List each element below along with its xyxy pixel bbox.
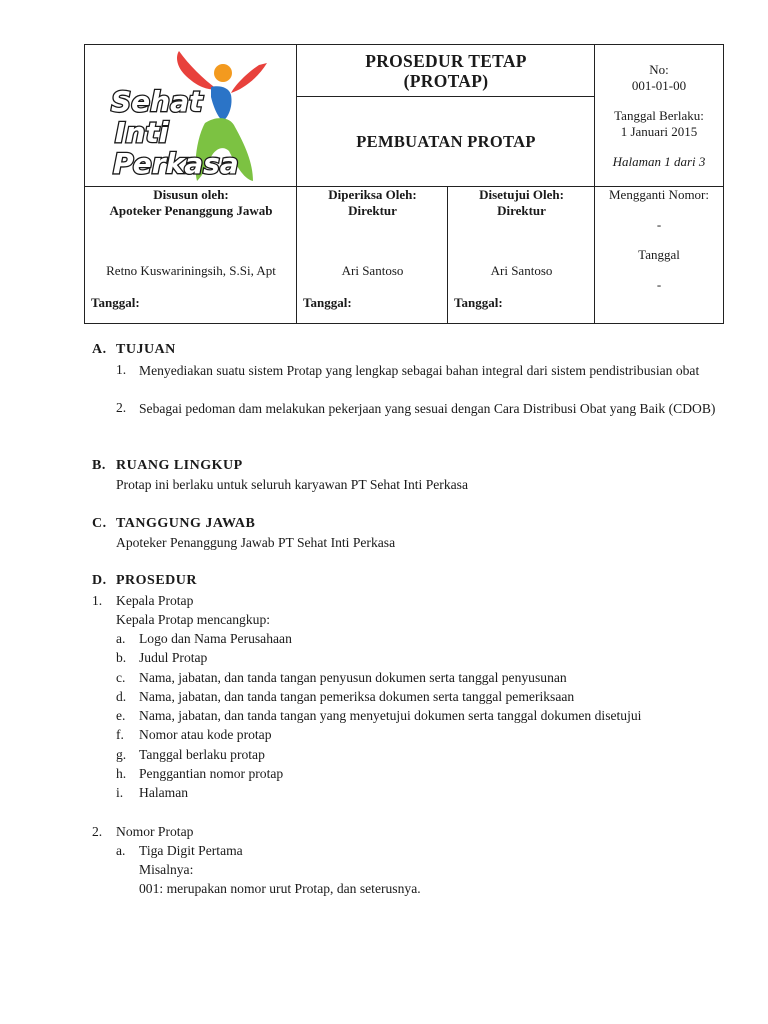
approved-date-label: Tanggal: [454,295,503,310]
kepala-item-letter: a. [116,631,126,646]
title-line-1: PROSEDUR TETAP [365,51,527,71]
section-d-letter: D. [92,573,107,588]
prosedur-1-title: Kepala Protap [116,593,194,608]
tujuan-item-1-text: Menyediakan suatu sistem Protap yang lengkap sebagai bahan integral dari sistem pendistribusian obat [139,363,700,378]
prosedur-1-num: 1. [92,593,103,608]
kepala-item-letter: b. [116,650,127,665]
approved-by-cell [448,187,595,323]
logo-text-line2: Inti [115,116,169,149]
section-c-letter: C. [92,516,107,531]
checked-by-cell [297,187,448,323]
nomor-sub-title: Tiga Digit Pertama [139,843,243,858]
effective-date-label: Tanggal Berlaku: [614,108,704,123]
section-a-letter: A. [92,342,107,357]
kepala-item-text: Halaman [139,785,189,800]
checked-by-name: Ari Santoso [341,263,404,278]
checked-date-label: Tanggal: [303,295,352,310]
logo-text-line3: Perkasa [113,147,239,180]
kepala-item-letter: e. [116,708,126,723]
doc-number-value: 001-01-00 [631,78,687,93]
tujuan-item-2-text: Sebagai pedoman dam melakukan pekerjaan yang sesuai dengan Cara Distribusi Obat yang Baik (CDOB) [139,401,716,416]
kepala-item-letter: c. [116,670,126,685]
kepala-item-text: Logo dan Nama Perusahaan [139,631,292,646]
page-number: Halaman 1 dari 3 [612,154,706,169]
prepared-by-cell [85,187,297,323]
company-logo [85,45,297,187]
prosedur-1-intro: Kepala Protap mencangkup: [116,612,271,627]
document-header-table [84,44,724,324]
replaces-cell [595,187,723,323]
prepared-by-role: Apoteker Penanggung Jawab [109,203,273,218]
kepala-item-text: Nama, jabatan, dan tanda tangan pemeriksa dokumen serta tanggal pemeriksaan [139,689,575,704]
section-d-title: PROSEDUR [116,573,198,588]
kepala-item-letter: f. [116,727,124,742]
approved-by-label: Disetujui Oleh: [479,187,564,202]
approved-by-role: Direktur [497,203,546,218]
doc-number-label: No: [649,62,669,77]
kepala-item-letter: h. [116,766,127,781]
section-b-text: Protap ini berlaku untuk seluruh karyawan PT Sehat Inti Perkasa [116,477,468,492]
replaces-value: - [656,217,662,232]
document-type-title [297,45,595,97]
example-text: 001: merupakan nomor urut Protap, dan seterusnya. [139,881,421,896]
prepared-date-label: Tanggal: [91,295,140,310]
kepala-item-text: Nama, jabatan, dan tanda tangan yang menyetujui dokumen serta tanggal dokumen disetujui [139,708,642,723]
section-a-title: TUJUAN [116,342,176,357]
kepala-item-letter: d. [116,689,127,704]
document-info [595,45,723,187]
nomor-sub-letter: a. [116,843,126,858]
kepala-item-text: Judul Protap [139,650,208,665]
prepared-by-label: Disusun oleh: [153,187,229,202]
kepala-item-text: Penggantian nomor protap [139,766,284,781]
kepala-item-letter: i. [116,785,124,800]
logo-text-line1: Sehat [111,85,203,118]
replaces-label: Mengganti Nomor: [608,187,709,202]
effective-date-value: 1 Januari 2015 [620,124,698,139]
kepala-item-text: Nomor atau kode protap [139,727,272,742]
replaces-date-label: Tanggal [638,247,680,262]
checked-by-label: Diperiksa Oleh: [328,187,417,202]
prosedur-2-title: Nomor Protap [116,824,194,839]
kepala-item-text: Tanggal berlaku protap [139,747,265,762]
checked-by-role: Direktur [348,203,397,218]
kepala-item-letter: g. [116,747,127,762]
approved-by-name: Ari Santoso [490,263,553,278]
section-b-letter: B. [92,458,106,473]
replaces-date-value: - [656,277,662,292]
example-label: Misalnya: [139,862,194,877]
tujuan-item-2-num: 2. [116,400,127,415]
prepared-by-name: Retno Kuswariningsih, S.Si, Apt [106,263,276,278]
document-title: PEMBUATAN PROTAP [356,132,536,151]
title-line-2: (PROTAP) [403,71,489,91]
tujuan-item-1-num: 1. [116,362,127,377]
section-c-title: TANGGUNG JAWAB [116,516,256,531]
section-b-title: RUANG LINGKUP [116,458,243,473]
kepala-item-text: Nama, jabatan, dan tanda tangan penyusun dokumen serta tanggal penyusunan [139,670,567,685]
section-c-text: Apoteker Penanggung Jawab PT Sehat Inti Perkasa [116,535,396,550]
prosedur-2-num: 2. [92,824,103,839]
